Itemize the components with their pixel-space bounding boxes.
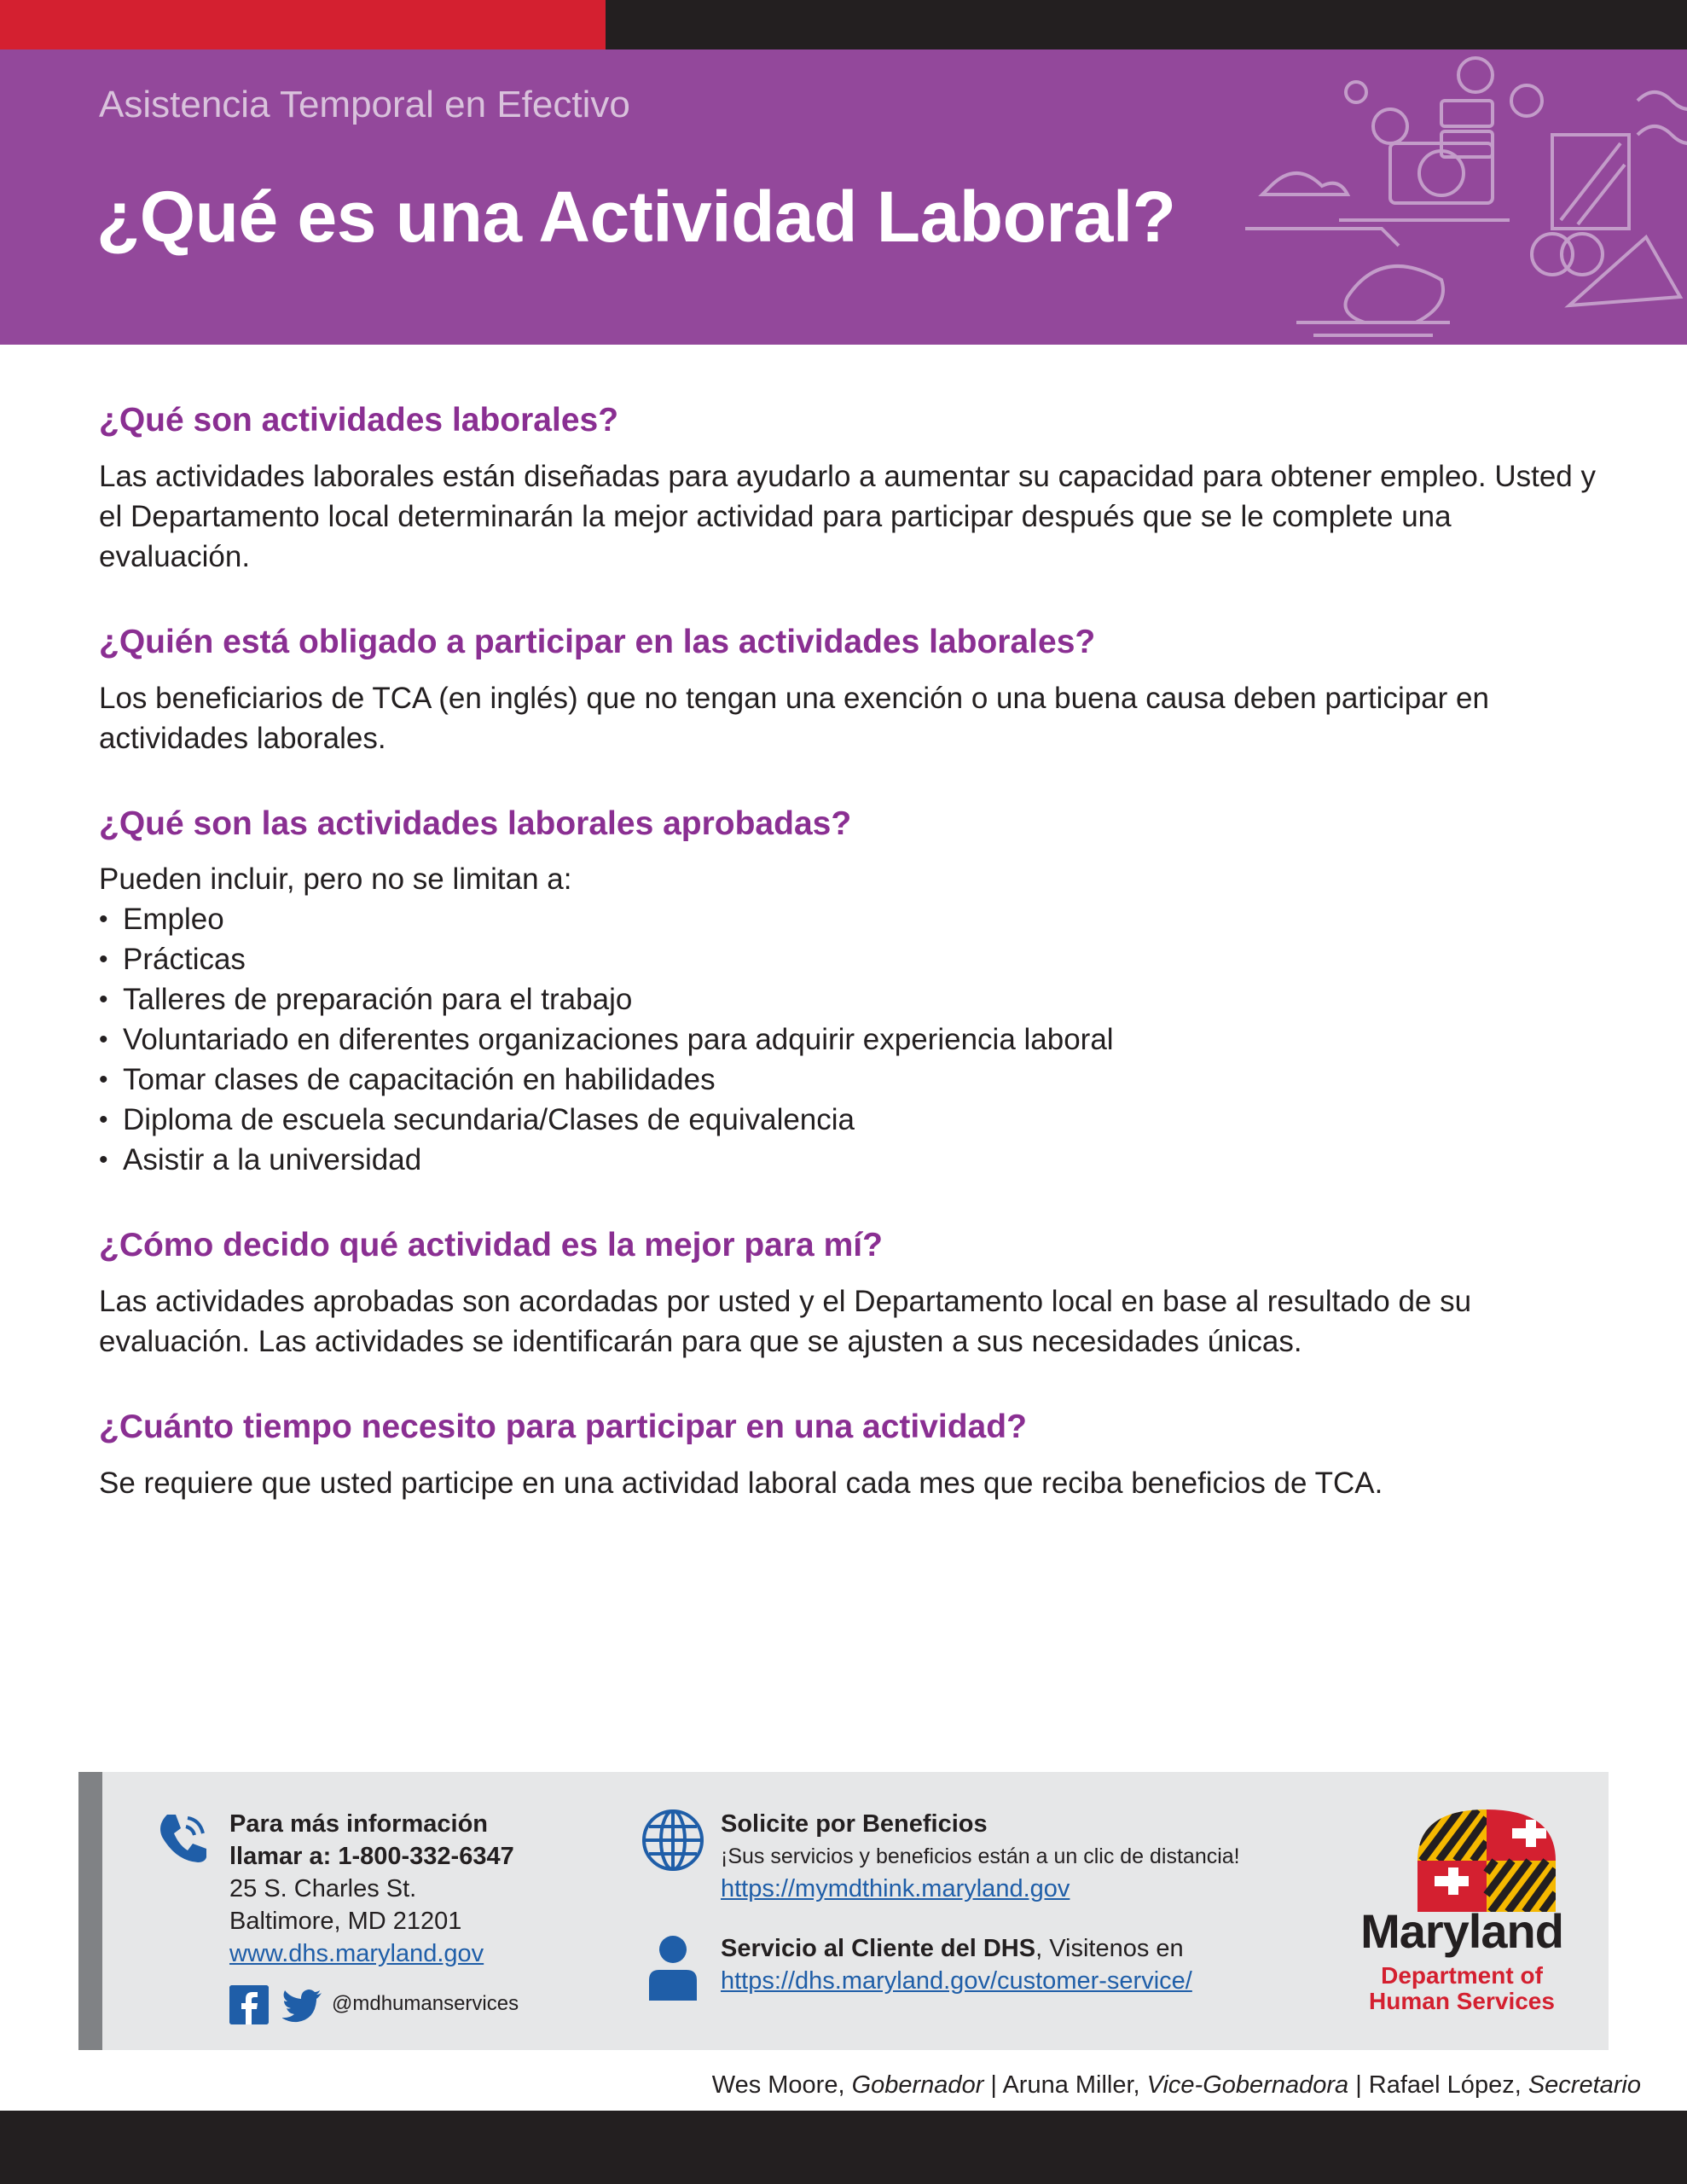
lt-governor-title: Vice-Gobernadora: [1146, 2071, 1349, 2099]
customer-service-line: [721, 1932, 1192, 1965]
governor-name: Wes Moore,: [711, 2071, 845, 2099]
apply-block: [721, 1808, 1240, 1905]
apply-title: Solicite por Beneficios: [721, 1810, 988, 1838]
cs-suffix: , Visitenos en: [1035, 1935, 1184, 1962]
lt-governor-name: Aruna Miller,: [1002, 2071, 1140, 2099]
secretary-name: Rafael López,: [1368, 2071, 1522, 2099]
list-item: • Diploma de escuela secundaria/Clases de equivalencia: [99, 1100, 1600, 1140]
person-icon: [646, 1934, 700, 2002]
list-item: • Asistir a la universidad: [99, 1140, 1600, 1180]
separator: |: [1355, 2071, 1362, 2099]
section-approved: [99, 804, 1600, 1181]
section-heading: ¿Cuánto tiempo necesito para participar en una actividad?: [99, 1409, 1027, 1446]
customer-service-link[interactable]: https://dhs.maryland.gov/customer-service/: [721, 1967, 1192, 1995]
twitter-icon[interactable]: [282, 1989, 323, 2023]
website-link[interactable]: www.dhs.maryland.gov: [229, 1940, 484, 1967]
globe-icon: [639, 1806, 707, 1874]
footer-contact-box: [78, 1772, 1609, 2050]
logo-department: [1325, 1963, 1598, 2014]
cs-title: Servicio al Cliente del DHS: [721, 1935, 1036, 1962]
main-content: [99, 401, 1600, 1549]
bottom-bar: [0, 2111, 1687, 2184]
social-handle: @mdhumanservices: [332, 1992, 519, 2015]
list-item: • Tomar clases de capacitación en habilidades: [99, 1060, 1600, 1100]
section-body: Se requiere que usted participe en una actividad laboral cada mes que reciba beneficios de TCA.: [99, 1466, 1383, 1500]
header-subtitle: Asistencia Temporal en Efectivo: [99, 84, 630, 125]
info-title: Para más información: [229, 1810, 488, 1838]
section-heading: ¿Cómo decido qué actividad es la mejor para mí?: [99, 1227, 883, 1264]
separator: |: [990, 2071, 997, 2099]
header-band: [0, 49, 1687, 345]
activity-list: [99, 899, 1600, 1180]
phone-icon: [155, 1811, 210, 1866]
footer-info-block: [229, 1808, 514, 1970]
top-bar-black: [606, 0, 1687, 49]
section-body: Las actividades aprobadas son acordadas por usted y el Departamento local en base al resultado de su evaluación. Las actividades se identificarán para que se ajusten a sus necesidades únicas.: [99, 1285, 1472, 1359]
apply-subtitle: ¡Sus servicios y beneficios están a un clic de distancia!: [721, 1844, 1240, 1868]
address-line-2: Baltimore, MD 21201: [229, 1908, 462, 1935]
section-heading: ¿Qué son las actividades laborales aprobadas?: [99, 804, 852, 842]
money-illustration: [1194, 49, 1687, 345]
section-how-decide: [99, 1226, 1600, 1362]
maryland-dhs-logo: [1325, 1809, 1598, 2023]
page-title: ¿Qué es una Actividad Laboral?: [96, 177, 1176, 257]
phone-number: llamar a: 1-800-332-6347: [229, 1843, 514, 1870]
top-bar-red: [0, 0, 606, 49]
governor-title: Gobernador: [851, 2071, 984, 2099]
footer-accent-bar: [78, 1772, 102, 2050]
section-what-are: [99, 401, 1600, 577]
section-how-long: [99, 1408, 1600, 1503]
section-who-must: [99, 623, 1600, 758]
section-body: Las actividades laborales están diseñadas para ayudarlo a aumentar su capacidad para obtener empleo. Usted y el Departamento local determinarán la mejor actividad para participar después que se le complete una evaluación.: [99, 459, 1596, 573]
list-item: • Prácticas: [99, 939, 1600, 979]
section-intro: Pueden incluir, pero no se limitan a:: [99, 863, 572, 897]
facebook-icon[interactable]: [229, 1985, 269, 2024]
officials-line: [712, 2071, 1641, 2100]
list-item: • Talleres de preparación para el trabajo: [99, 979, 1600, 1019]
section-body: Los beneficiarios de TCA (en inglés) que no tengan una exención o una buena causa deben participar en actividades laborales.: [99, 681, 1489, 755]
section-heading: ¿Quién está obligado a participar en las actividades laborales?: [99, 623, 1096, 660]
apply-link[interactable]: https://mymdthink.maryland.gov: [721, 1875, 1070, 1902]
maryland-flag-icon: [1417, 1809, 1556, 1912]
list-item: • Empleo: [99, 899, 1600, 939]
section-heading: ¿Qué son actividades laborales?: [99, 402, 619, 439]
list-item: • Voluntariado en diferentes organizaciones para adquirir experiencia laboral: [99, 1019, 1600, 1060]
customer-service-block: [721, 1932, 1192, 1997]
secretary-title: Secretario: [1528, 2071, 1641, 2099]
address-line-1: 25 S. Charles St.: [229, 1875, 417, 1902]
logo-dept-line-1: Department of: [1381, 1962, 1543, 1989]
logo-dept-line-2: Human Services: [1369, 1988, 1555, 2014]
logo-wordmark: Maryland: [1360, 1904, 1563, 1958]
